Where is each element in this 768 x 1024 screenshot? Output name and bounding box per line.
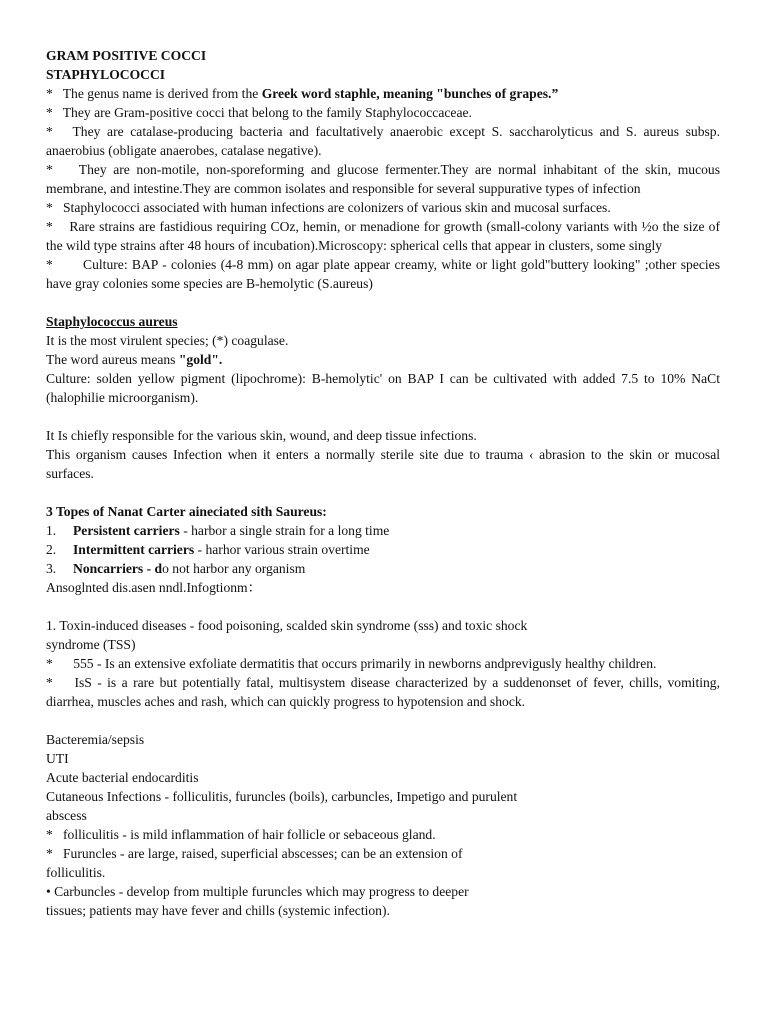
disease-endocarditis: Acute bacterial endocarditis <box>46 770 199 785</box>
folliculitis-text: folliculitis - is mild inflammation of hair follicle or sebaceous gland. <box>63 827 436 842</box>
bullet-mark: * <box>46 124 53 139</box>
intro-bullet-6 <box>46 217 720 255</box>
disease-cutaneous-cont: abscess <box>46 808 87 823</box>
furuncles-bullet <box>46 844 720 863</box>
heading-staphylococcus-aureus: Staphylococcus aureus <box>46 314 178 329</box>
toxin-line-2: syndrome (TSS) <box>46 637 136 652</box>
bullet-mark: * <box>46 200 53 215</box>
bullet-mark: * <box>46 827 53 842</box>
intro-bullet-1 <box>46 84 720 103</box>
spacer <box>46 407 720 426</box>
intro-b1-bold: Greek word staphle, meaning "bunches of grapes.” <box>261 86 559 101</box>
toxin-b1-text: 555 - Is an extensive exfoliate dermatitis that occurs primarily in newborns andprevigusly healthy children. <box>73 656 657 671</box>
bullet-mark: * <box>46 219 53 234</box>
intro-b6-text: Rare strains are fastidious requiring COz, hemin, or menadione for growth (small-colony variants with ½o the size of the wild type strains after 48 hours of incubation).Microscopy: spherical cells that appear in clusters, some singly <box>46 219 721 253</box>
carrier-item-1 <box>46 521 720 540</box>
carrier-item-2 <box>46 540 720 559</box>
aureus-culture: Culture: solden yellow pigment (lipochrome): B-hemolytic' on BAP I can be cultivated with added 7.5 to 10% NaCt (halophilie microorganism). <box>46 371 720 405</box>
intro-b1-text: The genus name is derived from the <box>62 86 262 101</box>
disease-cutaneous: Cutaneous Infections - folliculitis, furuncles (boils), carbuncles, Impetigo and purulent <box>46 789 518 804</box>
aureus-line-2 <box>46 350 720 369</box>
aureus-line-1: It is the most virulent species; (*) coagulase. <box>46 333 289 348</box>
bullet-mark: * <box>46 846 53 861</box>
spacer <box>46 711 720 730</box>
intro-b2-text: They are Gram-positive cocci that belong to the family Staphylococcaceae. <box>62 105 472 120</box>
spacer <box>46 483 720 502</box>
title-gram-positive-cocci: GRAM POSITIVE COCCI <box>46 48 207 63</box>
aureus-line-5: This organism causes Infection when it enters a normally sterile site due to trauma ‹ abrasion to the skin or mucosal surfaces. <box>46 447 720 481</box>
aureus-line-4: It Is chiefly responsible for the various skin, wound, and deep tissue infections. <box>46 428 477 443</box>
carrier-desc: - harbor a single strain for a long time <box>179 523 390 538</box>
carrier-item-3 <box>46 559 720 578</box>
bullet-mark: * <box>46 675 53 690</box>
carrier-label: Noncarriers <box>73 561 144 576</box>
carrier-desc: o not harbor any organism <box>162 561 306 576</box>
document-body <box>46 46 720 920</box>
intro-bullet-2 <box>46 103 720 122</box>
disease-uti: UTI <box>46 751 69 766</box>
bullet-mark: * <box>46 86 53 101</box>
carbuncles-line: • Carbuncles - develop from multiple furuncles which may progress to deeper <box>46 884 469 899</box>
heading-carriers: 3 Topes of Nanat Carter aineciated sith Saureus: <box>46 504 327 519</box>
spacer <box>46 293 720 312</box>
aureus-line-2-text: The word aureus means <box>46 352 179 367</box>
list-number: 1. <box>46 523 57 538</box>
list-number: 2. <box>46 542 57 557</box>
toxin-line-1: 1. Toxin-induced diseases - food poisoning, scalded skin syndrome (sss) and toxic shock <box>46 618 528 633</box>
toxin-b2-text: IsS - is a rare but potentially fatal, multisystem disease characterized by a suddenonset of fever, chills, vomiting, diarrhea, muscles aches and rash, which can quickly progress to hypotension and shock. <box>46 675 721 709</box>
carrier-label: Intermittent carriers <box>73 542 195 557</box>
intro-bullet-5 <box>46 198 720 217</box>
title-staphylococci: STAPHYLOCOCCI <box>46 67 166 82</box>
intro-b7-text: Culture: BAP - colonies (4-8 mm) on agar plate appear creamy, white or light gold"buttery looking" ;other species have gray colonies some species are B-hemolytic (S.aureus) <box>46 257 720 291</box>
bullet-mark: * <box>46 656 53 671</box>
spacer <box>46 597 720 616</box>
bullet-mark: * <box>46 162 53 177</box>
furuncles-cont: folliculitis. <box>46 865 106 880</box>
furuncles-text: Furuncles - are large, raised, superficial abscesses; can be an extension of <box>63 846 463 861</box>
folliculitis-bullet <box>46 825 720 844</box>
bullet-mark: * <box>46 257 53 272</box>
list-number: 3. <box>46 561 57 576</box>
intro-b3-text: They are catalase-producing bacteria and facultatively anaerobic except S. saccharolyticus and S. aureus subsp. anaerobius (obligate anaerobes, catalase negative). <box>46 124 720 158</box>
associated-diseases-line: Ansoglnted dis.asen nndl.Infogtionm： <box>46 580 262 595</box>
aureus-gold: "gold". <box>178 352 223 367</box>
intro-bullet-3 <box>46 122 720 160</box>
carrier-desc: - harhor various strain overtime <box>194 542 370 557</box>
intro-bullet-4 <box>46 160 720 198</box>
disease-bacteremia: Bacteremia/sepsis <box>46 732 145 747</box>
toxin-bullet-2 <box>46 673 720 711</box>
intro-b5-text: Staphylococci associated with human infections are colonizers of various skin and mucosal surfaces. <box>63 200 611 215</box>
carrier-label: Persistent carriers <box>73 523 180 538</box>
carrier-desc-lead: - d <box>143 561 163 576</box>
carbuncles-cont: tissues; patients may have fever and chills (systemic infection). <box>46 903 390 918</box>
intro-b4-text: They are non-motile, non-sporeforming and glucose fermenter.They are normal inhabitant of the skin, mucous membrane, and intestine.They are common isolates and responsible for several suppurative types of infection <box>46 162 720 196</box>
toxin-bullet-1 <box>46 654 720 673</box>
bullet-mark: * <box>46 105 53 120</box>
intro-bullet-7 <box>46 255 720 293</box>
